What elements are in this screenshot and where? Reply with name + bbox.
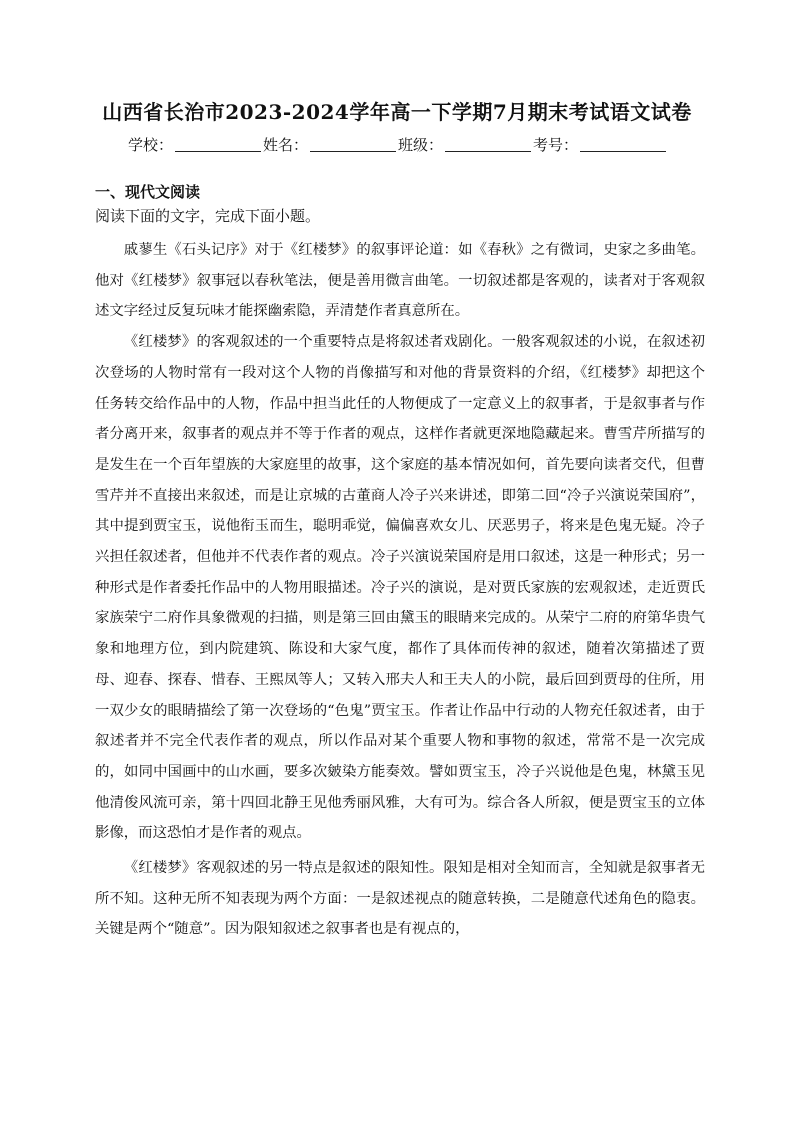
reading-instruction: 阅读下面的文字，完成下面小题。 — [95, 207, 321, 225]
exam-number-label: 考号： — [533, 136, 579, 154]
passage-paragraph: 《红楼梦》的客观叙述的一个重要特点是将叙述者戏剧化。一般客观叙述的小说，在叙述初次登场的人物时常有一段对这个人物的肖像描写和对他的背景资料的介绍，《红楼梦》却把这个任务转交给作品中的人物，作品中担当此任的人物便成了一定意义上的叙事者，于是叙事者与作者分离开来，叙事者的观点并不等于作者的观点，这样作者就更深地隐藏起来。曹雪芹所描写的是发生在一个百年望族的大家庭里的故事，这个家庭的基本情况如何，首先要向读者交代，但曹雪芹并不直接出来叙述，而是让京城的古董商人冷子兴来讲述，即第二回“冷子兴演说荣国府”，其中提到贾宝玉，说他衔玉而生，聪明乖觉，偏偏喜欢女儿、厌恶男子，将来是色鬼无疑。冷子兴担任叙述者，但他并不代表作者的观点。冷子兴演说荣国府是用口叙述，这是一种形式；另一种形式是作者委托作品中的人物用眼描述。冷子兴的演说，是对贾氏家族的宏观叙述，走近贾氏家族荣宁二府作具象微观的扫描，则是第三回由黛玉的眼睛来完成的。从荣宁二府的府第华贵气象和地理方位，到内院建筑、陈设和大家气度，都作了具体而传神的叙述，随着次第描述了贾母、迎春、探春、惜春、王熙凤等人；又转入邢夫人和王夫人的小院，最后回到贾母的住所，用一双少女的眼睛描绘了第一次登场的“色鬼”贾宝玉。作者让作品中行动的人物充任叙述者，由于叙述者并不完全代表作者的观点，所以作品对某个重要人物和事物的叙述，常常不是一次完成的，如同中国画中的山水画，要多次皴染方能奏效。譬如贾宝玉，冷子兴说他是色鬼，林黛玉见他清俊风流可亲，第十四回北静王见他秀丽风雅，大有可为。综合各人所叙，便是贾宝玉的立体影像，而这恐怕才是作者的观点。 — [95, 334, 705, 842]
name-blank[interactable] — [310, 150, 396, 152]
name-label: 姓名： — [262, 136, 308, 154]
section-heading: 一、现代文阅读 — [95, 183, 201, 201]
school-blank[interactable] — [175, 150, 261, 152]
name-field — [263, 134, 396, 155]
exam-title: 山西省长治市2023-2024学年高一下学期7月期末考试语文试卷 — [102, 100, 692, 124]
passage-paragraph: 《红楼梦》客观叙述的另一特点是叙述的限知性。限知是相对全知而言，全知就是叙事者无所不知。这种无所不知表现为两个方面：一是叙述视点的随意转换，二是随意代述角色的隐衷。关键是两个“随意”。因为限知叙述之叙事者也是有视点的， — [95, 860, 705, 938]
class-label: 班级： — [398, 136, 444, 154]
passage-paragraph: 戚蓼生《石头记序》对于《红楼梦》的叙事评论道：如《春秋》之有微词，史家之多曲笔。他对《红楼梦》叙事冠以春秋笔法，便是善用微言曲笔。一切叙述都是客观的，读者对于客观叙述文字经过反复玩味才能探幽索隐，弄清楚作者真意所在。 — [95, 242, 705, 320]
class-field — [398, 134, 531, 155]
school-field — [128, 134, 261, 155]
exam-number-blank[interactable] — [580, 150, 666, 152]
reading-passage — [95, 235, 705, 945]
school-label: 学校： — [127, 136, 173, 154]
class-blank[interactable] — [445, 150, 531, 152]
exam-number-field — [533, 134, 666, 155]
student-info-line — [0, 134, 794, 155]
